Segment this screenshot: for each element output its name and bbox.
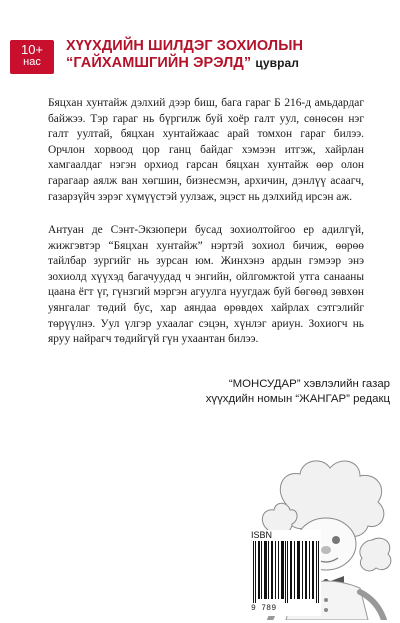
- age-rating-label: нас: [23, 55, 41, 68]
- description-paragraph-2: Антуан де Сэнт-Экзюпери бусад зохиолтойгоо ер адилгүй, жижгэвтэр “Бяцхан хунтайж” нэртэй зохиол бичиж, өөрөө тайлбар зургийг нь зурсан юм. Жинхэнэ ардын гэмээр энэ зохиолд хүүхэд багачуудад ч энгийн, ойлгомжтой утга санааны цаана ёгт үг, гүнзгий мэргэн агуулга нуугдаж буй бөгөөд зөвхөн уянгалаг төдий бус, хар аяндаа өрөвдөх хайрлах сэтгэлийг төрүүлнэ. Уул үлгэр ухаалаг сэцэн, хүнлэг ариун. Зохиогч нь яруу найрагч төдийгүй гүн ухаантан билээ.: [48, 224, 364, 346]
- series-title-suffix: цуврал: [255, 56, 300, 71]
- description-paragraph-1: Бяцхан хунтайж дэлхий дээр биш, бага гараг Б 216-д амьдардаг байжээ. Тэр гараг нь бүргилж буй хоёр галт уул, сөнөсөн нэг галт уултай, бяцхан хунтайжаас арай томхон гараг билээ. Орчлон хорвоод цор ганц байдаг хэмээн итгэж, хайрлан хамгаалдаг нэгэн орхиод гарсан бяцхан хунтайж өөр олон гарагаар аялж ван хөгшин, бизнесмэн, архичин, дэнлүү асаагч, газарзүйч зэрэг хүмүүстэй уулзаж, эцэст нь дэлхийд ирсэн аж.: [48, 97, 364, 203]
- series-title-name: “ГАЙХАМШГИЙН ЭРЭЛД”: [66, 55, 252, 72]
- publisher-credit: [180, 377, 390, 407]
- series-title-line1: ХҮҮХДИЙН ШИЛДЭГ ЗОХИОЛЫН: [66, 38, 304, 54]
- isbn-block: [251, 530, 321, 616]
- isbn-label: ISBN: [251, 530, 273, 540]
- series-title: [66, 38, 386, 72]
- barcode-graphic: [251, 541, 321, 603]
- publisher-line1: “МОНСУДАР” хэвлэлийн газар: [228, 378, 390, 390]
- age-rating-badge: [10, 40, 54, 74]
- age-rating-number: 10+: [20, 42, 44, 57]
- publisher-line2: хүүхдийн номын “ЖАНГАР” редакц: [205, 393, 390, 405]
- barcode-digits: 9 789: [251, 604, 277, 613]
- series-title-line2: [66, 55, 386, 72]
